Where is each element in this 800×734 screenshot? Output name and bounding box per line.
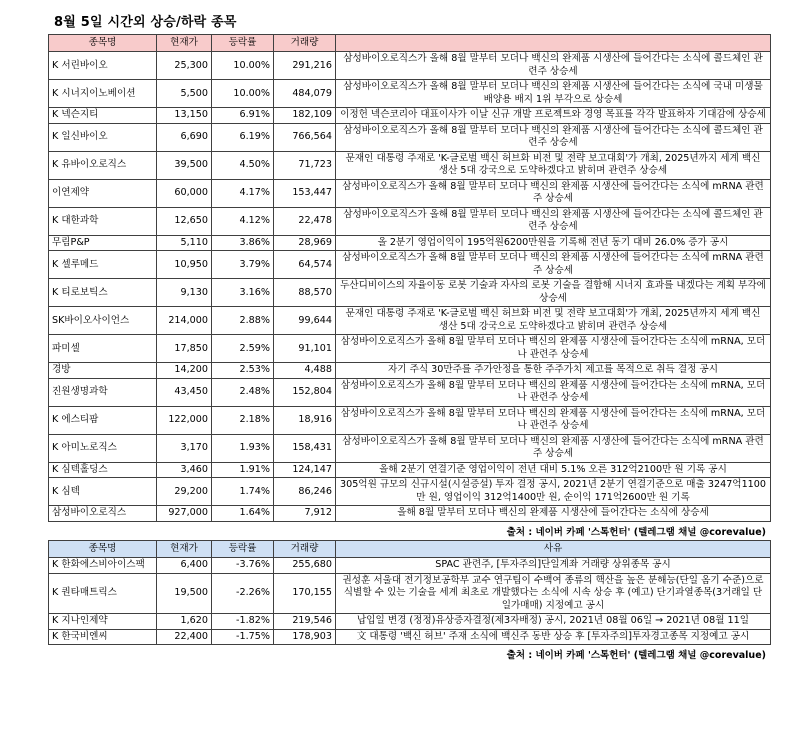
volume: 170,155	[274, 573, 336, 614]
price: 927,000	[157, 506, 212, 522]
table-row	[49, 52, 771, 80]
table-header-row	[49, 35, 771, 52]
table-row	[49, 179, 771, 207]
price: 19,500	[157, 573, 212, 614]
change-rate: 1.64%	[212, 506, 274, 522]
change-rate: 3.86%	[212, 235, 274, 251]
change-rate: 2.18%	[212, 406, 274, 434]
price: 9,130	[157, 279, 212, 307]
reason: 삼성바이오로직스가 올해 8월 말부터 모더나 백신의 완제품 시생산에 들어간다는 소식에 mRNA, 모더나 관련주 상승세	[336, 406, 771, 434]
stock-name: K 지나인제약	[49, 614, 157, 630]
page-title: 8월 5일 시간외 상승/하락 종목	[54, 15, 237, 30]
volume: 64,574	[274, 251, 336, 279]
price: 6,400	[157, 558, 212, 574]
price: 1,620	[157, 614, 212, 630]
table-row	[49, 307, 771, 335]
price: 3,170	[157, 434, 212, 462]
table-row	[49, 151, 771, 179]
stock-name: K 심텍	[49, 478, 157, 506]
price: 3,460	[157, 462, 212, 478]
change-rate: 10.00%	[212, 52, 274, 80]
volume: 178,903	[274, 629, 336, 645]
change-rate: 10.00%	[212, 80, 274, 108]
reason: 문재인 대통령 주재로 'K-글로벌 백신 허브화 비전 및 전략 보고대회'가 개최, 2025년까지 세계 백신 생산 5대 강국으로 도약하겠다고 밝히며 관련주 상승세	[336, 307, 771, 335]
reason: 두산디비이스의 자율이동 로봇 기술과 자사의 로봇 기술을 결합해 시너지 효과를 내겠다는 계획 부각에 상승세	[336, 279, 771, 307]
table-row	[49, 506, 771, 522]
price: 14,200	[157, 363, 212, 379]
reason: 자기 주식 30만주를 주가안정을 통한 주주가치 제고를 목적으로 취득 결정 공시	[336, 363, 771, 379]
table-row	[49, 629, 771, 645]
table-row	[49, 108, 771, 124]
volume: 255,680	[274, 558, 336, 574]
volume: 291,216	[274, 52, 336, 80]
reason: 삼성바이오로직스가 올해 8월 말부터 모더나 백신의 완제품 시생산에 들어간다는 소식에 mRNA 관련주 상승세	[336, 179, 771, 207]
price: 122,000	[157, 406, 212, 434]
volume: 158,431	[274, 434, 336, 462]
reason: 삼성바이오로직스가 올해 8월 말부터 모더나 백신의 완제품 시생산에 들어간다는 소식에 mRNA, 모더나 관련주 상승세	[336, 378, 771, 406]
volume: 152,804	[274, 378, 336, 406]
source-note: 출처 : 네이버 카페 '스톡헌터' (텔레그램 채널 @corevalue)	[506, 527, 766, 538]
stock-name: K 에스티팜	[49, 406, 157, 434]
price: 29,200	[157, 478, 212, 506]
header-reason	[336, 35, 771, 52]
table-row	[49, 123, 771, 151]
price: 39,500	[157, 151, 212, 179]
header-price: 현재가	[157, 541, 212, 558]
reason: 삼성바이오로직스가 올해 8월 말부터 모더나 백신의 완제품 시생산에 들어간다는 소식에 mRNA 관련주 상승세	[336, 434, 771, 462]
change-rate: 2.59%	[212, 335, 274, 363]
reason: 305억원 규모의 신규시설(시설증설) 투자 결정 공시, 2021년 2분기 연결기준으로 매출 3247억1100만 원, 영업이익 312억1400만 원, 순이익 171억2600만 원 기록	[336, 478, 771, 506]
header-reason: 사유	[336, 541, 771, 558]
table-header-row	[49, 541, 771, 558]
stock-name: K 심텍홀딩스	[49, 462, 157, 478]
volume: 99,644	[274, 307, 336, 335]
table-row	[49, 573, 771, 614]
stock-name: 삼성바이오로직스	[49, 506, 157, 522]
price: 214,000	[157, 307, 212, 335]
change-rate: 2.53%	[212, 363, 274, 379]
volume: 182,109	[274, 108, 336, 124]
price: 6,690	[157, 123, 212, 151]
stock-name: 무림P&P	[49, 235, 157, 251]
change-rate: 2.48%	[212, 378, 274, 406]
reason: 올해 2분기 연결기준 영업이익이 전년 대비 5.1% 오른 312억2100만 원 기록 공시	[336, 462, 771, 478]
stock-name: K 한국비엔씨	[49, 629, 157, 645]
change-rate: 4.50%	[212, 151, 274, 179]
volume: 88,570	[274, 279, 336, 307]
reason: 삼성바이오로직스가 올해 8월 말부터 모더나 백신의 완제품 시생산에 들어간다는 소식에 콜드체인 관련주 상승세	[336, 207, 771, 235]
price: 5,110	[157, 235, 212, 251]
table-row	[49, 558, 771, 574]
reason: 권성훈 서울대 전기정보공학부 교수 연구팀이 수백여 종류의 핵산을 높은 분해능(단일 옴기 수준)으로 식별할 수 있는 기술을 세계 최초로 개발했다는 소식에 시속 상승 후 (예고) 단기과열종목(3거래일 단일가매매) 지정예고 공시	[336, 573, 771, 614]
volume: 4,488	[274, 363, 336, 379]
stock-name: SK바이오사이언스	[49, 307, 157, 335]
header-price: 현재가	[157, 35, 212, 52]
change-rate: -1.82%	[212, 614, 274, 630]
volume: 124,147	[274, 462, 336, 478]
change-rate: 4.12%	[212, 207, 274, 235]
header-name: 종목명	[49, 35, 157, 52]
volume: 766,564	[274, 123, 336, 151]
table-row	[49, 207, 771, 235]
change-rate: -3.76%	[212, 558, 274, 574]
stock-name: K 아미노로직스	[49, 434, 157, 462]
table-row	[49, 235, 771, 251]
volume: 7,912	[274, 506, 336, 522]
source-note: 출처 : 네이버 카페 '스톡헌터' (텔레그램 채널 @corevalue)	[506, 650, 766, 661]
reason: 삼성바이오로직스가 올해 8월 말부터 모더나 백신의 완제품 시생산에 들어간다는 소식에 콜드체인 관련주 상승세	[336, 52, 771, 80]
table-row	[49, 478, 771, 506]
price: 10,950	[157, 251, 212, 279]
stock-name: K 퀀타매트릭스	[49, 573, 157, 614]
table-row	[49, 80, 771, 108]
reason: 삼성바이오로직스가 올해 8월 말부터 모더나 백신의 완제품 시생산에 들어간다는 소식에 콜드체인 관련주 상승세	[336, 123, 771, 151]
reason: 삼성바이오로직스가 올해 8월 말부터 모더나 백신의 완제품 시생산에 들어간다는 소식에 국내 미생물 배양용 배지 1위 부각으로 상승세	[336, 80, 771, 108]
stock-name: K 일신바이오	[49, 123, 157, 151]
stock-name: K 셀루메드	[49, 251, 157, 279]
price: 60,000	[157, 179, 212, 207]
price: 22,400	[157, 629, 212, 645]
table-row	[49, 614, 771, 630]
reason: 文 대통령 '백신 허브' 주재 소식에 백신주 동반 상승 후 [투자주의]투자경고종목 지정예고 공시	[336, 629, 771, 645]
volume: 22,478	[274, 207, 336, 235]
stock-name: K 대한과학	[49, 207, 157, 235]
rising-stocks-table	[48, 34, 771, 522]
reason: 납입일 변경 (정정)유상증자결정(제3자배정) 공시, 2021년 08월 06일 → 2021년 08월 11일	[336, 614, 771, 630]
stock-name: K 넥슨지티	[49, 108, 157, 124]
volume: 18,916	[274, 406, 336, 434]
price: 13,150	[157, 108, 212, 124]
reason: 이정헌 넥슨코리아 대표이사가 이날 신규 개발 프로젝트와 경영 목표를 각각 발표하자 기대감에 상승세	[336, 108, 771, 124]
stock-name: K 한화에스비아이스팩	[49, 558, 157, 574]
table-row	[49, 251, 771, 279]
change-rate: 3.79%	[212, 251, 274, 279]
change-rate: 1.91%	[212, 462, 274, 478]
change-rate: 1.93%	[212, 434, 274, 462]
stock-name: K 유바이오로직스	[49, 151, 157, 179]
reason: 삼성바이오로직스가 올해 8월 말부터 모더나 백신의 완제품 시생산에 들어간다는 소식에 mRNA 관련주 상승세	[336, 251, 771, 279]
header-volume: 거래량	[274, 35, 336, 52]
change-rate: 3.16%	[212, 279, 274, 307]
reason: 삼성바이오로직스가 올해 8월 말부터 모더나 백신의 완제품 시생산에 들어간다는 소식에 mRNA, 모더나 관련주 상승세	[336, 335, 771, 363]
stock-name: 경방	[49, 363, 157, 379]
volume: 91,101	[274, 335, 336, 363]
price: 5,500	[157, 80, 212, 108]
stock-name: K 서린바이오	[49, 52, 157, 80]
table-row	[49, 434, 771, 462]
change-rate: -2.26%	[212, 573, 274, 614]
change-rate: -1.75%	[212, 629, 274, 645]
change-rate: 6.19%	[212, 123, 274, 151]
price: 25,300	[157, 52, 212, 80]
change-rate: 6.91%	[212, 108, 274, 124]
header-volume: 거래량	[274, 541, 336, 558]
reason: 문재인 대통령 주재로 'K-글로벌 백신 허브화 비전 및 전략 보고대회'가 개최, 2025년까지 세계 백신 생산 5대 강국으로 도약하겠다고 밝히며 관련주 상승세	[336, 151, 771, 179]
price: 17,850	[157, 335, 212, 363]
falling-stocks-table	[48, 540, 771, 645]
table-row	[49, 406, 771, 434]
volume: 219,546	[274, 614, 336, 630]
volume: 86,246	[274, 478, 336, 506]
table-row	[49, 363, 771, 379]
header-name: 종목명	[49, 541, 157, 558]
change-rate: 2.88%	[212, 307, 274, 335]
stock-name: K 시너지이노베이션	[49, 80, 157, 108]
table-row	[49, 335, 771, 363]
volume: 484,079	[274, 80, 336, 108]
volume: 71,723	[274, 151, 336, 179]
reason: SPAC 관련주, [투자주의]단일계좌 거래량 상위종목 공시	[336, 558, 771, 574]
header-change: 등락률	[212, 35, 274, 52]
header-change: 등락률	[212, 541, 274, 558]
price: 12,650	[157, 207, 212, 235]
reason: 올해 8월 말부터 모더나 백신의 완제품 시생산에 들어간다는 소식에 상승세	[336, 506, 771, 522]
volume: 153,447	[274, 179, 336, 207]
stock-name: 이연제약	[49, 179, 157, 207]
price: 43,450	[157, 378, 212, 406]
table-row	[49, 279, 771, 307]
reason: 올 2분기 영업이익이 195억원6200만원을 기록해 전년 동기 대비 26.0% 증가 공시	[336, 235, 771, 251]
table-row	[49, 462, 771, 478]
stock-name: 진원생명과학	[49, 378, 157, 406]
change-rate: 1.74%	[212, 478, 274, 506]
change-rate: 4.17%	[212, 179, 274, 207]
volume: 28,969	[274, 235, 336, 251]
table-row	[49, 378, 771, 406]
stock-name: 파미셀	[49, 335, 157, 363]
stock-name: K 티로보틱스	[49, 279, 157, 307]
